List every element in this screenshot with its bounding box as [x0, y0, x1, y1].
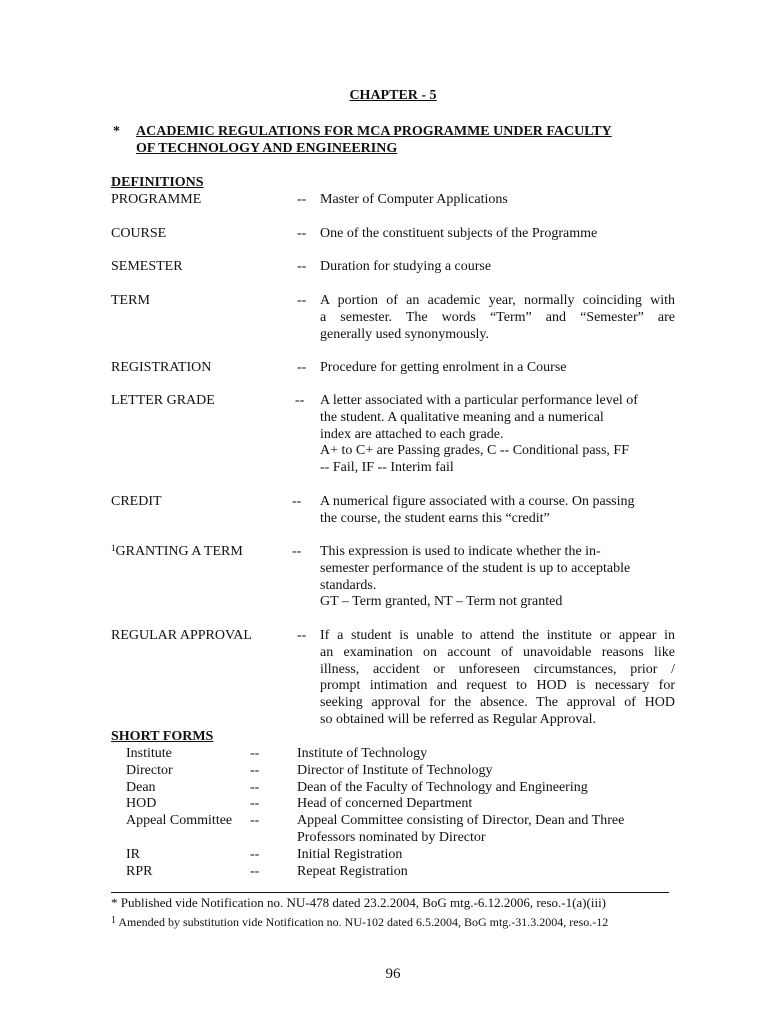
definition-description — [320, 226, 675, 243]
definition-description — [320, 293, 675, 343]
definition-line: If a student is unable to attend the institute or appear in — [320, 628, 675, 643]
short-form-expansion: Appeal Committee consisting of Director, Dean and Three — [297, 813, 625, 828]
footnote-reference: 1 — [111, 543, 116, 553]
definition-line: A portion of an academic year, normally coinciding with — [320, 293, 675, 308]
short-form-dash: -- — [250, 864, 260, 879]
definition-term — [111, 544, 243, 561]
definition-line: A letter associated with a particular performance level of — [320, 393, 638, 408]
short-form-abbreviation: Dean — [126, 780, 156, 795]
definition-line: standards. — [320, 577, 377, 593]
definition-line: so obtained will be referred as Regular Approval. — [320, 711, 597, 727]
definition-line: A numerical figure associated with a course. On passing — [320, 494, 635, 509]
definition-dash: -- — [297, 360, 307, 375]
definition-description — [320, 544, 675, 611]
definition-dash: -- — [297, 259, 307, 274]
definition-term: REGISTRATION — [111, 360, 212, 375]
definition-description — [320, 628, 675, 729]
definition-term-label: GRANTING A TERM — [115, 544, 243, 559]
definition-term: COURSE — [111, 226, 167, 241]
definition-line: This expression is used to indicate whether the in- — [320, 544, 601, 559]
definition-line: seeking approval for the absence. The approval of HOD — [320, 695, 675, 711]
definition-line: A+ to C+ are Passing grades, C -- Conditional pass, FF — [320, 443, 629, 459]
document-title-line-2: OF TECHNOLOGY AND ENGINEERING — [136, 141, 398, 156]
short-form-dash: -- — [250, 763, 260, 778]
short-form-expansion: Dean of the Faculty of Technology and Engineering — [297, 780, 588, 795]
title-asterisk: * — [113, 124, 120, 139]
short-form-dash: -- — [250, 847, 260, 862]
footnote-text: Amended by substitution vide Notification no. NU-102 dated 6.5.2004, BoG mtg.-31.3.2004, reso.-12 — [118, 915, 609, 929]
short-form-abbreviation: Director — [126, 763, 173, 778]
definition-line: the course, the student earns this “credit” — [320, 510, 550, 526]
footnote-separator — [111, 892, 669, 893]
definition-dash: -- — [297, 226, 307, 241]
short-forms-heading: SHORT FORMS — [111, 729, 214, 744]
footnote-text: Published vide Notification no. NU-478 dated 23.2.2004, BoG mtg.-6.12.2006, reso.-1(a)(iii) — [120, 895, 607, 910]
definition-term: CREDIT — [111, 494, 162, 509]
definition-description — [320, 393, 675, 477]
definition-description — [320, 259, 675, 276]
definition-dash: -- — [297, 293, 307, 308]
footnote-mark: 1 — [111, 915, 116, 926]
short-form-expansion: Initial Registration — [297, 847, 403, 862]
short-form-dash: -- — [250, 746, 260, 761]
short-form-abbreviation: Institute — [126, 746, 172, 761]
definition-dash: -- — [297, 192, 307, 207]
definition-dash: -- — [292, 544, 302, 559]
definition-line: One of the constituent subjects of the Programme — [320, 226, 598, 241]
definition-term: SEMESTER — [111, 259, 183, 274]
short-form-dash: -- — [250, 796, 260, 811]
definition-line: index are attached to each grade. — [320, 426, 504, 442]
definition-line: Master of Computer Applications — [320, 192, 508, 207]
definition-line: generally used synonymously. — [320, 326, 490, 342]
definition-line: Procedure for getting enrolment in a Course — [320, 360, 567, 375]
definition-line: semester performance of the student is up to acceptable — [320, 560, 631, 576]
definition-line: Duration for studying a course — [320, 259, 492, 274]
definition-dash: -- — [297, 628, 307, 643]
short-form-abbreviation: IR — [126, 847, 140, 862]
definition-description — [320, 192, 675, 209]
definition-line: the student. A qualitative meaning and a numerical — [320, 409, 604, 425]
definitions-heading: DEFINITIONS — [111, 175, 204, 190]
definition-line: illness, accident or unforeseen circumstances, prior / — [320, 661, 675, 677]
short-form-dash: -- — [250, 813, 260, 828]
short-form-expansion: Institute of Technology — [297, 746, 428, 761]
definition-line: GT – Term granted, NT – Term not granted — [320, 594, 563, 610]
short-form-expansion: Repeat Registration — [297, 864, 408, 879]
definition-dash: -- — [295, 393, 305, 408]
definition-term: LETTER GRADE — [111, 393, 215, 408]
definition-dash: -- — [292, 494, 302, 509]
definition-line: -- Fail, IF -- Interim fail — [320, 460, 454, 476]
footnote-mark: * — [111, 895, 118, 910]
definition-term: PROGRAMME — [111, 192, 202, 207]
short-form-dash: -- — [250, 780, 260, 795]
definition-line: prompt intimation and request to HOD is necessary for — [320, 678, 675, 694]
page-number: 96 — [385, 966, 401, 982]
definition-description — [320, 360, 675, 377]
short-form-abbreviation: RPR — [126, 864, 153, 879]
definition-description — [320, 494, 675, 528]
short-form-abbreviation: HOD — [126, 796, 157, 811]
definition-term: TERM — [111, 293, 150, 308]
definition-line: an examination on account of unavoidable reasons like — [320, 644, 675, 660]
short-form-expansion: Head of concerned Department — [297, 796, 473, 811]
chapter-heading: CHAPTER - 5 — [349, 88, 437, 103]
short-form-abbreviation: Appeal Committee — [126, 813, 233, 828]
definition-term: REGULAR APPROVAL — [111, 628, 252, 643]
footnote-1 — [111, 895, 606, 912]
short-form-expansion-continued: Professors nominated by Director — [297, 830, 486, 845]
short-form-expansion: Director of Institute of Technology — [297, 763, 493, 778]
definition-line: a semester. The words “Term” and “Semester” are — [320, 309, 675, 325]
footnote-2 — [111, 914, 608, 931]
document-title-line-1: ACADEMIC REGULATIONS FOR MCA PROGRAMME UNDER FACULTY — [136, 124, 612, 139]
